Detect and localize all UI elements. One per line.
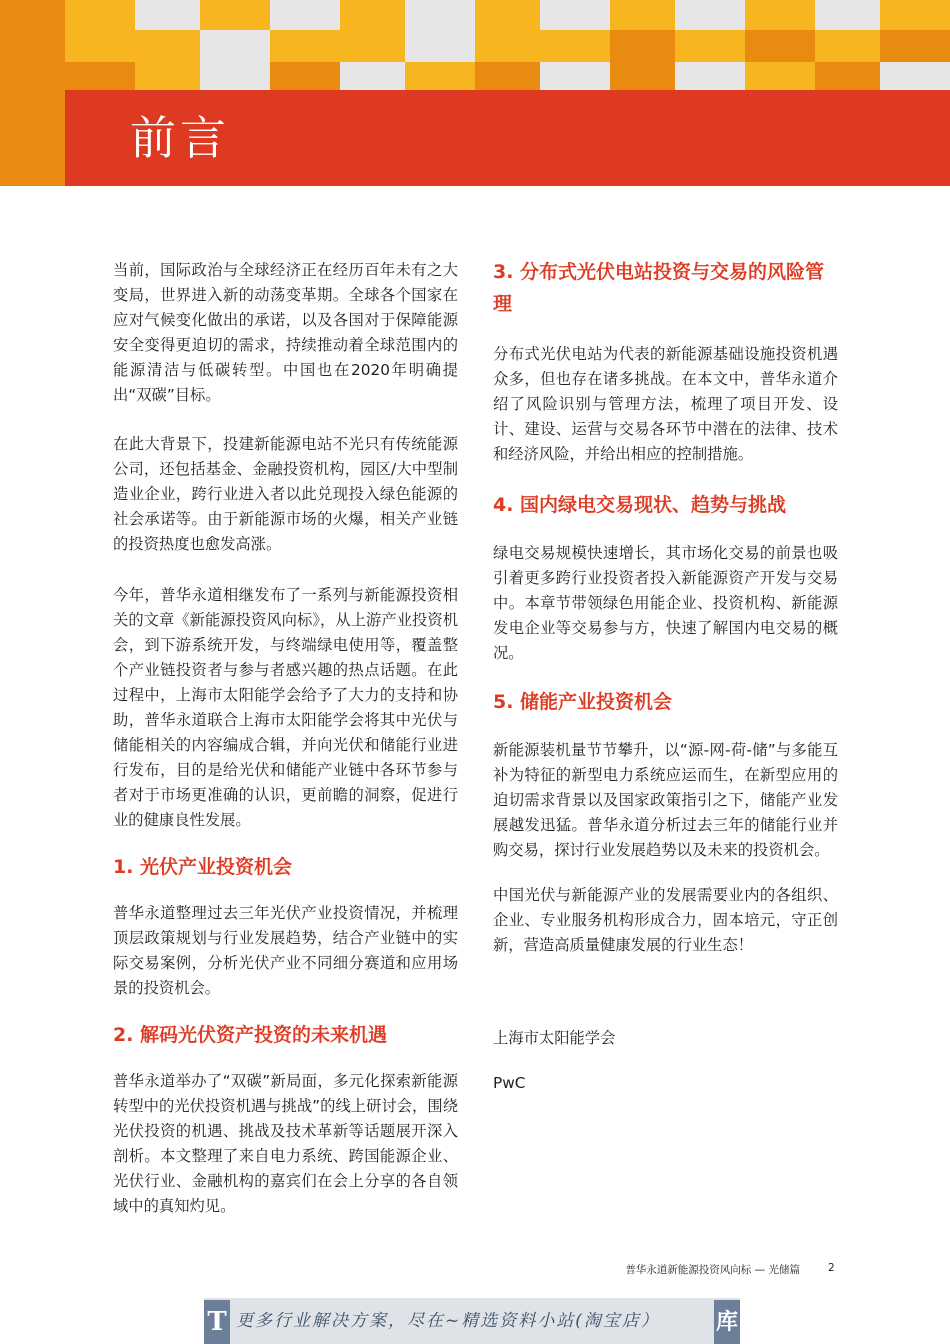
mosaic-tile: [135, 0, 200, 30]
section-5-heading: 5. 储能产业投资机会: [493, 691, 673, 713]
mosaic-tile: [200, 0, 270, 30]
watermark-left-glyph: T: [204, 1300, 230, 1344]
mosaic-tile: [65, 0, 135, 30]
mosaic-tile: [135, 30, 200, 62]
mosaic-tile: [200, 30, 270, 62]
mosaic-tile: [815, 0, 880, 30]
mosaic-tile: [675, 0, 745, 30]
mosaic-tile: [340, 30, 405, 62]
mosaic-tile: [405, 0, 475, 30]
mosaic-tile: [880, 30, 950, 62]
page-title: 前言: [130, 111, 230, 165]
mosaic-tile: [880, 62, 950, 90]
mosaic-tile: [135, 62, 200, 90]
mosaic-tile: [540, 0, 610, 30]
mosaic-tile: [340, 62, 405, 90]
section-1-paragraph: 普华永道整理过去三年光伏产业投资情况，并梳理顶层政策规划与行业发展趋势，结合产业链中的实际交易案例，分析光伏产业不同细分赛道和应用场景的投资机会。: [113, 904, 458, 997]
banner-left-block: [0, 90, 65, 186]
left-column: [113, 258, 458, 1219]
mosaic-tile: [815, 30, 880, 62]
mosaic-tile: [745, 62, 815, 90]
section-3-paragraph: 分布式光伏电站为代表的新能源基础设施投资机遇众多，但也存在诸多挑战。在本文中，普华永道介绍了风险识别与管理方法，梳理了项目开发、设计、建设、运营与交易各环节中潜在的法律、技术和经济风险，并给出相应的控制措施。: [493, 345, 838, 463]
intro-paragraph-2: 在此大背景下，投建新能源电站不光只有传统能源公司，还包括基金、金融投资机构，园区/大中型制造业企业，跨行业进入者以此兑现投入绿色能源的社会承诺等。由于新能源市场的火爆，相关产业链的投资热度也愈发高涨。: [113, 435, 458, 553]
mosaic-tile: [270, 30, 340, 62]
mosaic-tile: [0, 0, 65, 30]
signature-pwc: PwC: [493, 1074, 526, 1092]
section-5-paragraph: 新能源装机量节节攀升，以“源-网-荷-储”与多能互补为特征的新型电力系统应运而生，在新型应用的迫切需求背景以及国家政策指引之下，储能产业发展越发迅猛。普华永道分析过去三年的储能行业并购交易，探讨行业发展趋势以及未来的投资机会。: [493, 741, 838, 859]
header-mosaic: [0, 0, 950, 90]
section-2-paragraph: 普华永道举办了“双碳”新局面，多元化探索新能源转型中的光伏投资机遇与挑战”的线上研讨会，围绕光伏投资的机遇、挑战及技术革新等话题展开深入剖析。本文整理了来自电力系统、跨国能源企业、光伏行业、金融机构的嘉宾们在会上分享的各自领域中的真知灼见。: [113, 1072, 458, 1215]
mosaic-tile: [405, 30, 475, 62]
watermark-right-glyph: 库: [714, 1300, 740, 1344]
mosaic-tile: [745, 0, 815, 30]
mosaic-tile: [475, 0, 540, 30]
mosaic-tile: [745, 30, 815, 62]
intro-paragraph-1: 当前，国际政治与全球经济正在经历百年未有之大变局，世界进入新的动荡变革期。全球各个国家在应对气候变化做出的承诺，以及各国对于保障能源安全变得更迫切的需求，持续推动着全球范围内的能源清洁与低碳转型。中国也在2020年明确提出“双碳”目标。: [113, 261, 458, 404]
mosaic-tile: [200, 62, 270, 90]
mosaic-tile: [475, 62, 540, 90]
mosaic-tile: [0, 62, 65, 90]
closing-paragraph: 中国光伏与新能源产业的发展需要业内的各组织、企业、专业服务机构形成合力，固本培元，守正创新，营造高质量健康发展的行业生态！: [493, 886, 838, 954]
mosaic-tile: [340, 0, 405, 30]
mosaic-tile: [610, 62, 675, 90]
mosaic-tile: [270, 0, 340, 30]
mosaic-tile: [405, 62, 475, 90]
footer-title: 普华永道新能源投资风向标 — 光储篇: [625, 1264, 800, 1276]
section-1-heading: 1. 光伏产业投资机会: [113, 856, 293, 878]
mosaic-tile: [540, 30, 610, 62]
mosaic-tile: [675, 30, 745, 62]
mosaic-tile: [610, 30, 675, 62]
mosaic-tile: [540, 62, 610, 90]
section-4-paragraph: 绿电交易规模快速增长，其市场化交易的前景也吸引着更多跨行业投资者投入新能源资产开发与交易中。本章节带领绿色用能企业、投资机构、新能源发电企业等交易参与方，快速了解国内电交易的概况。: [493, 544, 838, 662]
mosaic-tile: [65, 30, 135, 62]
section-4-heading: 4. 国内绿电交易现状、趋势与挑战: [493, 494, 787, 516]
mosaic-tile: [475, 30, 540, 62]
mosaic-tile: [880, 0, 950, 30]
watermark-text: 更多行业解决方案，尽在~精选资料小站(淘宝店）: [236, 1311, 660, 1331]
mosaic-tile: [675, 62, 745, 90]
mosaic-tile: [0, 30, 65, 62]
section-2-heading: 2. 解码光伏资产投资的未来机遇: [113, 1024, 388, 1046]
mosaic-tile: [610, 0, 675, 30]
signature-society: 上海市太阳能学会: [493, 1029, 616, 1047]
section-3-heading: 3. 分布式光伏电站投资与交易的风险管理: [493, 261, 825, 315]
right-column: [493, 258, 838, 1096]
page-number: 2: [828, 1262, 835, 1274]
mosaic-tile: [270, 62, 340, 90]
intro-paragraph-3: 今年，普华永道相继发布了一系列与新能源投资相关的文章《新能源投资风向标》，从上游产业投资机会，到下游系统开发，与终端绿电使用等，覆盖整个产业链投资者与参与者感兴趣的热点话题。在此过程中，上海市太阳能学会给予了大力的支持和协助，普华永道联合上海市太阳能学会将其中光伏与储能相关的内容编成合辑，并向光伏和储能行业进行发布，目的是给光伏和储能产业链中各环节参与者对于市场更准确的认识，更前瞻的洞察，促进行业的健康良性发展。: [113, 586, 458, 829]
mosaic-tile: [65, 62, 135, 90]
mosaic-tile: [815, 62, 880, 90]
